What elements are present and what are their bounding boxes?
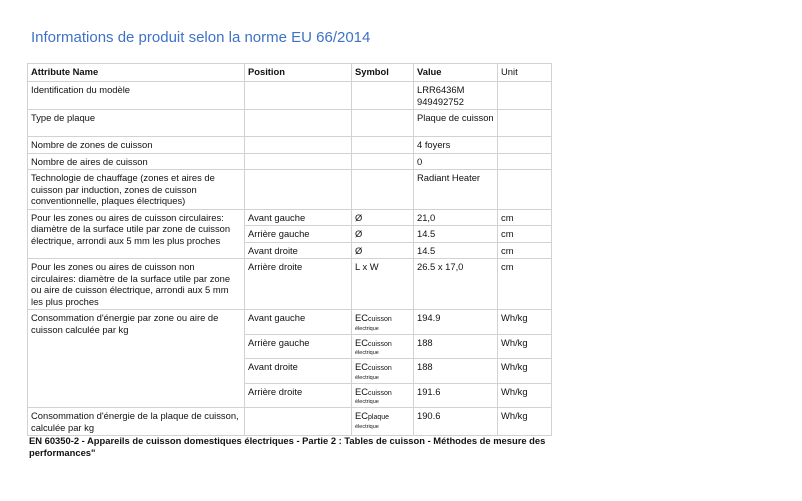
value-cell: 188 bbox=[414, 334, 498, 359]
value-cell: 14.5 bbox=[414, 226, 498, 243]
attr-name: Nombre de zones de cuisson bbox=[28, 137, 245, 154]
table-row bbox=[28, 82, 552, 110]
model-number: LRR6436M bbox=[417, 84, 465, 95]
unit-cell: Wh/kg bbox=[498, 334, 552, 359]
symbol-cell: ECcuisson électrique bbox=[352, 310, 414, 335]
product-info-table bbox=[27, 63, 552, 436]
header-symbol: Symbol bbox=[352, 64, 414, 82]
page-title: Informations de produit selon la norme EU 66/2014 bbox=[31, 29, 371, 46]
value-cell: 194.9 bbox=[414, 310, 498, 335]
value-cell: 26.5 x 17,0 bbox=[414, 259, 498, 310]
table-row bbox=[28, 259, 552, 310]
header-value: Value bbox=[414, 64, 498, 82]
unit-cell: Wh/kg bbox=[498, 310, 552, 335]
position-cell: Avant droite bbox=[245, 242, 352, 259]
value-cell: 4 foyers bbox=[414, 137, 498, 154]
symbol-cell: Ø bbox=[352, 226, 414, 243]
position-cell: Avant gauche bbox=[245, 209, 352, 226]
value-cell: Plaque de cuisson bbox=[414, 110, 498, 137]
header-attribute: Attribute Name bbox=[28, 64, 245, 82]
attr-name: Pour les zones ou aires de cuisson circulaires: diamètre de la surface utile par zone de cuisson électrique, arrondi aux 5 mm les plus proches bbox=[28, 209, 245, 259]
symbol-cell: L x W bbox=[352, 259, 414, 310]
attr-name: Identification du modèle bbox=[28, 82, 245, 110]
unit-cell: cm bbox=[498, 209, 552, 226]
value-cell: 190.6 bbox=[414, 408, 498, 436]
unit-cell: cm bbox=[498, 226, 552, 243]
value-cell: Radiant Heater bbox=[414, 170, 498, 210]
value-cell bbox=[414, 82, 498, 110]
position-cell: Avant droite bbox=[245, 359, 352, 384]
symbol-cell: Ø bbox=[352, 209, 414, 226]
attr-name: Type de plaque bbox=[28, 110, 245, 137]
standard-note: EN 60350-2 - Appareils de cuisson domestiques électriques - Partie 2 : Tables de cuisson - Méthodes de mesure des performances" bbox=[29, 435, 546, 458]
product-number: 949492752 bbox=[417, 95, 464, 107]
symbol-cell: ECcuisson électrique bbox=[352, 334, 414, 359]
table-row bbox=[28, 170, 552, 210]
value-cell: 191.6 bbox=[414, 383, 498, 408]
attr-name: Technologie de chauffage (zones et aires de cuisson par induction, zones de cuisson conventionnelle, plaques électriques) bbox=[28, 170, 245, 210]
unit-cell: Wh/kg bbox=[498, 408, 552, 436]
attr-name: Consommation d'énergie de la plaque de cuisson, calculée par kg bbox=[28, 408, 245, 436]
value-cell: 14.5 bbox=[414, 242, 498, 259]
position-cell: Avant gauche bbox=[245, 310, 352, 335]
table-row bbox=[28, 209, 552, 226]
symbol-cell: ECcuisson électrique bbox=[352, 359, 414, 384]
attr-name: Consommation d'énergie par zone ou aire de cuisson calculée par kg bbox=[28, 310, 245, 408]
table-row bbox=[28, 153, 552, 170]
value-cell: 188 bbox=[414, 359, 498, 384]
header-position: Position bbox=[245, 64, 352, 82]
unit-cell: cm bbox=[498, 259, 552, 310]
attr-name: Nombre de aires de cuisson bbox=[28, 153, 245, 170]
header-unit: Unit bbox=[498, 64, 552, 82]
value-cell: 21,0 bbox=[414, 209, 498, 226]
symbol-cell: Ø bbox=[352, 242, 414, 259]
value-cell: 0 bbox=[414, 153, 498, 170]
position-cell: Arrière droite bbox=[245, 259, 352, 310]
position-cell: Arrière gauche bbox=[245, 334, 352, 359]
position-cell: Arrière droite bbox=[245, 383, 352, 408]
position-cell: Arrière gauche bbox=[245, 226, 352, 243]
attr-name: Pour les zones ou aires de cuisson non circulaires: diamètre de la surface utile par zone ou aire de cuisson électrique, arrondi aux 5 mm les plus proches bbox=[28, 259, 245, 310]
table-header bbox=[28, 64, 552, 82]
symbol-cell: ECcuisson électrique bbox=[352, 383, 414, 408]
table-row bbox=[28, 137, 552, 154]
symbol-cell: ECplaque électrique bbox=[352, 408, 414, 436]
table-row bbox=[28, 408, 552, 436]
table-row bbox=[28, 110, 552, 137]
table-row bbox=[28, 310, 552, 335]
unit-cell: Wh/kg bbox=[498, 383, 552, 408]
unit-cell: cm bbox=[498, 242, 552, 259]
unit-cell: Wh/kg bbox=[498, 359, 552, 384]
